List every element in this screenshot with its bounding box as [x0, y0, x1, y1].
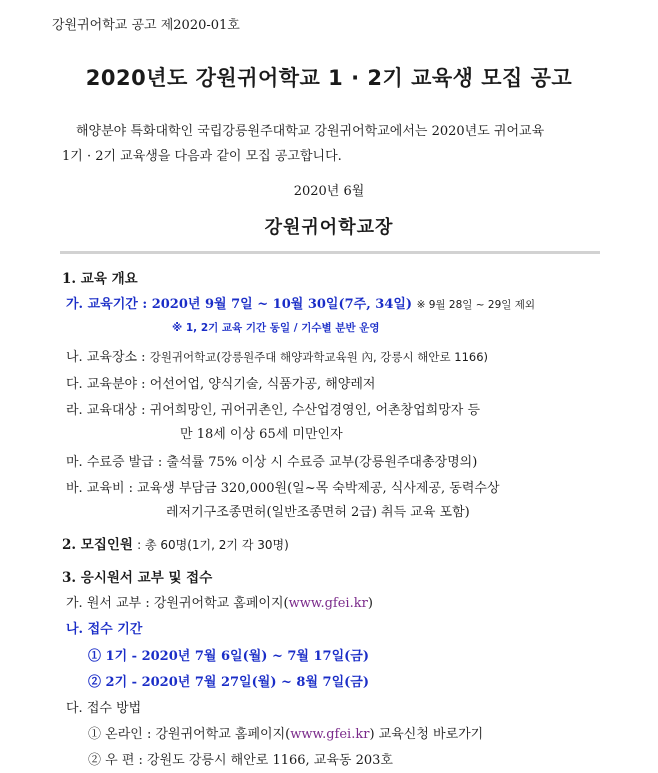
- education-place-label: 나. 교육장소 :: [66, 350, 146, 365]
- education-period-row: [66, 293, 535, 312]
- education-target-label: 라. 교육대상 :: [66, 403, 146, 418]
- certificate-row: [66, 451, 477, 470]
- education-period-aside: ※ 9월 28일 ~ 29일 제외: [416, 299, 536, 311]
- education-field-label: 다. 교육분야 :: [66, 377, 146, 392]
- section-3-heading: 3. 응시원서 교부 및 접수: [62, 570, 213, 586]
- application-distribution-label: 가. 원서 교부 : 강원귀어학교 홈페이지(: [66, 596, 289, 611]
- education-period-note: ※ 1, 2기 교육 기간 동일 / 기수별 분반 운영: [172, 322, 380, 334]
- mail-application-row: ② 우 편 : 강원도 강릉시 해안로 1166, 교육동 203호: [88, 753, 393, 768]
- application-period-2: ② 2기 - 2020년 7월 27일(월) ~ 8월 7일(금): [88, 675, 370, 690]
- intro-line-1: 해양분야 특화대학인 국립강릉원주대학교 강원귀어학교에서는 2020년도 귀어교육: [76, 124, 545, 139]
- education-period-value: 2020년 9월 7일 ~ 10월 30일(7주, 34일): [151, 297, 413, 312]
- tuition-row: [66, 477, 500, 496]
- section-2-row: [62, 533, 289, 553]
- section-2-heading: 2. 모집인원: [62, 537, 133, 553]
- application-distribution-close: ): [367, 596, 373, 611]
- online-application-label: ① 온라인 : 강원귀어학교 홈페이지(: [88, 727, 291, 742]
- education-place-row: [66, 346, 488, 365]
- online-homepage-link[interactable]: www.gfei.kr: [290, 727, 370, 742]
- education-field-row: [66, 373, 375, 392]
- page-title: 2020년도 강원귀어학교 1 · 2기 교육생 모집 공고: [85, 66, 573, 90]
- education-period-label: 가. 교육기간 :: [66, 297, 148, 312]
- homepage-link[interactable]: www.gfei.kr: [288, 596, 368, 611]
- signer: 강원귀어학교장: [264, 217, 394, 238]
- application-period-heading: 나. 접수 기간: [66, 622, 143, 637]
- tuition-value-2: 레저기구조종면허(일반조종면허 2급) 취득 교육 포함): [166, 505, 470, 520]
- divider: [60, 251, 600, 254]
- intro-line-2: 1기 · 2기 교육생을 다음과 같이 모집 공고합니다.: [62, 149, 342, 164]
- certificate-label: 마. 수료증 발급 :: [66, 455, 163, 470]
- recruit-count: : 총 60명(1기, 2기 각 30명): [137, 538, 289, 552]
- section-1-heading: 1. 교육 개요: [62, 271, 138, 287]
- application-period-1: ① 1기 - 2020년 7월 6일(월) ~ 7월 17일(금): [88, 649, 370, 664]
- education-field-value: 어선어업, 양식기술, 식품가공, 해양레저: [149, 377, 376, 392]
- online-application-row: [88, 723, 483, 742]
- tuition-label: 바. 교육비 :: [66, 481, 134, 496]
- application-method-heading: 다. 접수 방법: [66, 701, 142, 716]
- certificate-value: 출석률 75% 이상 시 수료증 교부(강릉원주대총장명의): [166, 455, 478, 470]
- education-target-value-2: 만 18세 이상 65세 미만인자: [180, 427, 343, 442]
- online-application-close: ) 교육신청 바로가기: [369, 727, 484, 742]
- notice-date: 2020년 6월: [293, 184, 365, 199]
- notice-number: 강원귀어학교 공고 제2020-01호: [52, 18, 240, 33]
- education-target-row: [66, 399, 480, 418]
- application-distribution-row: [66, 592, 373, 611]
- tuition-value-1: 교육생 부담금 320,000원(일~목 숙박제공, 식사제공, 동력수상: [137, 481, 500, 496]
- education-target-value-1: 귀어희망인, 귀어귀촌인, 수산업경영인, 어촌창업희망자 등: [149, 403, 481, 418]
- education-place-value: 강원귀어학교(강릉원주대 해양과학교육원 內, 강릉시 해안로 1166): [149, 350, 489, 364]
